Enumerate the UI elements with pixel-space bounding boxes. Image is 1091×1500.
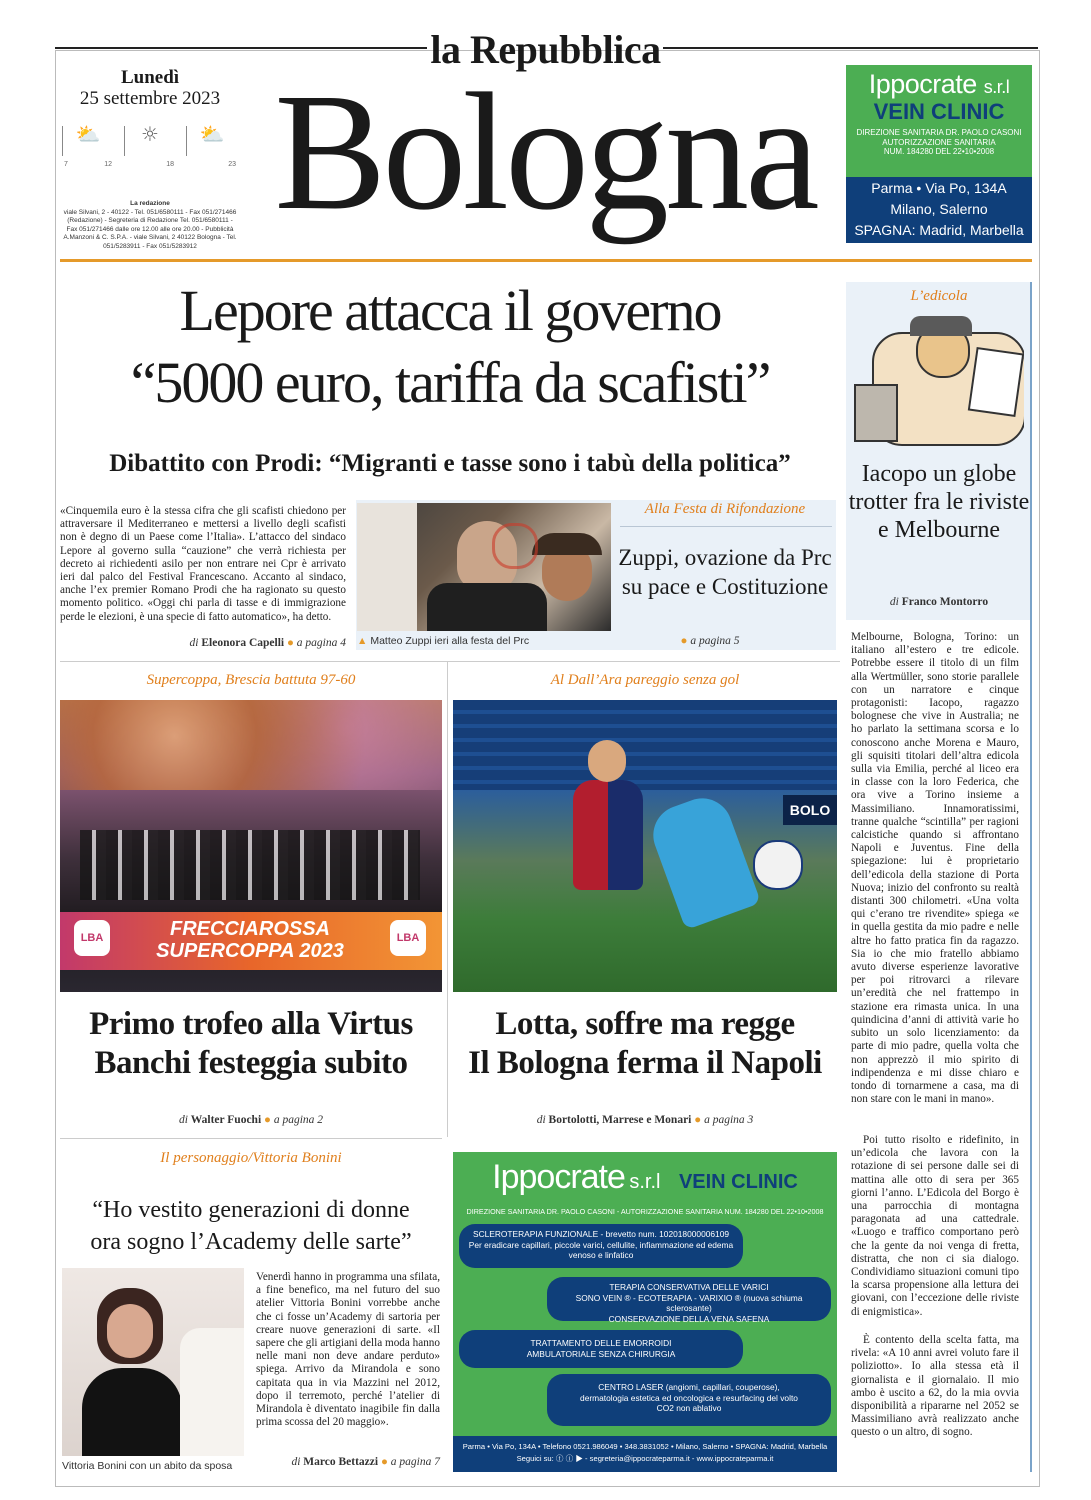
- edicola-body-3: È contento della scelta fatta, ma rivela: «A 10 anni avrei voluto fare il poliziotto». Io alla stessa età il giornalista e il giornalaio. Il mio ambo è uscito a 62, do la mia ovvia disponibilità a ripararne nel 2052 se Massimiliano avrà realizzato anche questo o un altro, di sogno.: [851, 1334, 1019, 1439]
- byline-author: Bortolotti, Marrese e Monari: [548, 1114, 692, 1126]
- edicola-illustration: [852, 312, 1024, 446]
- lba-badge: LBA: [390, 920, 426, 956]
- redazione-text: viale Silvani, 2 - 40122 - Tel. 051/6580111 - Fax 051/271466 (Redazione) - Segreteria di Redazione Tel. 051/6580111 - Fax 051/271466 dalle ore 12.00 alle ore 20.00 - Pubblicità A.Manzoni & C. S.P.A. - viale Silvani, 2 40122 Bologna - Tel. 051/5283911 - Fax 051/5283912: [63, 208, 237, 250]
- weather-cell: [124, 122, 176, 168]
- bonini-caption: Vittoria Bonini con un abito da sposa: [62, 1460, 233, 1472]
- weather-low: 7: [64, 161, 68, 168]
- football: [753, 840, 803, 890]
- byline-author: Marco Bettazzi: [303, 1456, 379, 1468]
- instagram-icon[interactable]: ⓘ: [565, 1454, 574, 1463]
- edicola-body-2: Poi tutto risolto e ridefinito, in un’edicola che lavora con la rotazione di sei persone dalle sei di mattina alle otto di sera per 365 giorni l’anno. L’Edicola del Borgo è una parrocchia di montagna paragonata ad una cattedrale. «Luogo e traffico comportano però che la gente da noi venga di fretta, distratta, che non ci sia dialogo. Condividiamo situazioni comuni tipo la scarsa propensione alla lettura dei giovani, con l’eccezione delle riviste di enigmistica».: [851, 1134, 1019, 1318]
- lead-headline-2[interactable]: “5000 euro, tariffa da scafisti”: [130, 350, 770, 415]
- ad-address-1: Parma • Via Po, 134A: [871, 180, 1007, 196]
- bologna-byline[interactable]: [453, 1114, 837, 1126]
- bullet-dot-icon: ●: [680, 635, 688, 647]
- byline-prefix: di: [291, 1456, 301, 1468]
- sun-icon: ☼: [141, 122, 159, 146]
- ad-top-blue[interactable]: [846, 177, 1032, 243]
- cloudy-sun-icon: ⛅: [199, 122, 225, 146]
- ad-service-pill[interactable]: CENTRO LASER (angiomi, capillari, couperose), dermatologia estetica ed oncologica e resurfacing del volto CO2 non ablativo: [547, 1374, 831, 1426]
- supercoppa-banner: [60, 912, 442, 970]
- ad-brand-name: Ippocrate: [492, 1158, 625, 1196]
- byline-page: a pagina 2: [273, 1114, 324, 1126]
- weather-high: 18: [166, 161, 174, 168]
- virtus-photo: [60, 700, 442, 992]
- ad-clinic-name: VEIN CLINIC: [678, 1171, 798, 1193]
- city-title: Bologna: [274, 59, 816, 245]
- cloudy-sun-icon: ⛅: [75, 122, 101, 146]
- virtus-kicker: Supercoppa, Brescia battuta 97-60: [146, 672, 356, 688]
- weather-high: 23: [228, 161, 236, 168]
- divider: [620, 526, 832, 527]
- section-divider: [60, 1138, 442, 1139]
- zuppi-page[interactable]: [620, 635, 800, 647]
- ad-service-pill[interactable]: SCLEROTERAPIA FUNZIONALE - brevetto num. 102018000006109 Per eradicare capillari, piccole varici, cellulite, infiammazione ed edema venoso e linfatico: [459, 1224, 743, 1268]
- edicola-body-1: Melbourne, Bologna, Torino: un italiano all’estero e tre edicole. Potrebbe essere il titolo di un film alla Wertmüller, sono storie parallele con un narratore e cinque protagonisti: Iacopo, ragazzo bolognese che vive in Australia; ne ho parlato la settimana scorsa e lo conoscono anche Morena e Mauro, gli squisiti titolari dell’altra edicola sulla via Emilia, perché al liceo era in classe con la loro Federica, che ora vive a Torino insieme a Massimiliano. Innamoratissimi, tranne qualche “scintilla” per ragioni calcistiche quando si affrontano Napoli e Juventus. Fine della spiegazione: lui è proprietario dell’edicola della stazione di Porta Nuova; inizio del confronto su realtà distanti 300 chilometri. «Una volta qui c’erano tre rivendite» spiega «e in quella gestita da mio padre e nelle altre ho fatto pratica fin da ragazzo. Sia io che mio fratello abbiamo avuto diverse esperienze lavorative per poi ritrovarci a rilevare un’eredità che nel frattempo in stazione era rimasta unica. In una quindicina d’anni di attività varie ho subito un solo licenziamento: da parte di mio padre, quella volta che non apprezzò il mio spirito di indipendenza e mi disse chiaro e tondo di tornarmene a casa, ma di non stare con le mani in mano».: [851, 631, 1019, 1106]
- edicola-kicker: L’edicola: [910, 288, 968, 304]
- ad-brand-suffix: s.r.l: [629, 1171, 661, 1193]
- facebook-icon[interactable]: ⓕ: [555, 1454, 564, 1463]
- bullet-dot-icon: ●: [380, 1456, 388, 1468]
- masthead-accent-rule: [60, 259, 1032, 262]
- byline-author: Eleonora Capelli: [201, 637, 285, 649]
- bullet-dot-icon: ●: [694, 1114, 702, 1126]
- byline-author: Walter Fuochi: [190, 1114, 262, 1126]
- bologna-title-1[interactable]: Lotta, soffre ma regge: [495, 1006, 795, 1042]
- column-divider: [447, 662, 448, 1137]
- weather-cell: [186, 122, 238, 168]
- bullet-dot-icon: ●: [264, 1114, 271, 1126]
- ad-brand-name: Ippocrate: [868, 69, 977, 99]
- bonini-body: Venerdì hanno in programma una sfilata, a fine benefico, ma nel futuro del suo atelier Vittoria Bonini vorrebbe anche che ci fosse un’Academy di sartoria per creare nuove generazioni di sarte. «Il sapere che gli artigiani della moda hanno nelle mani non deve andare perduto» spiega. Arrivo da Mirandola e sono capitata qua in via Mazzini nel 2012, dopo il terremoto, perché l’atelier di Mirandola è diventato inagibile fin dalla prima scossa del 20 maggio».: [256, 1271, 440, 1429]
- weather-separator: [186, 126, 187, 156]
- edicola-byline[interactable]: [846, 596, 1032, 608]
- byline-author: Franco Montorro: [901, 596, 989, 608]
- virtus-byline[interactable]: [60, 1114, 442, 1126]
- weather-separator: [124, 126, 125, 156]
- ad-direction: DIREZIONE SANITARIA DR. PAOLO CASONI - AUTORIZZAZIONE SANITARIA NUM. 184280 DEL 22•10•2008: [466, 1207, 824, 1216]
- ad-top-green[interactable]: [846, 65, 1032, 177]
- virtus-title-2[interactable]: Banchi festeggia subito: [94, 1045, 408, 1081]
- zuppi-photo: [357, 503, 611, 631]
- zuppi-caption: [357, 635, 529, 647]
- ad-brand-suffix: s.r.l: [983, 77, 1010, 97]
- ad-service-pill[interactable]: TERAPIA CONSERVATIVA DELLE VARICI SONO VEIN ® - ECOTERAPIA - VARIXIO ® (nuova schiuma sclerosante) CONSERVAZIONE DELLA VENA SAFENA: [547, 1277, 831, 1321]
- byline-page: a pagina 5: [690, 635, 740, 647]
- byline-page: a pagina 3: [704, 1114, 754, 1126]
- edicola-title[interactable]: Iacopo un globe trotter fra le riviste e Melbourne: [848, 461, 1030, 543]
- bonini-byline[interactable]: [256, 1456, 440, 1468]
- ad-auth: AUTORIZZAZIONE SANITARIA: [882, 137, 996, 147]
- weather-high: 12: [104, 161, 112, 168]
- ad-footer-email: - segreteria@ippocrateparma.it - www.ippocrateparma.it: [585, 1454, 774, 1463]
- byline-prefix: di: [536, 1114, 546, 1126]
- byline-prefix: di: [178, 1114, 188, 1126]
- byline-prefix: di: [189, 637, 199, 649]
- lba-badge: LBA: [74, 920, 110, 956]
- stadium-board: BOLO: [783, 795, 837, 825]
- lead-byline[interactable]: [60, 637, 346, 649]
- redazione-title: La redazione: [130, 200, 170, 207]
- bonini-kicker: Il personaggio/Vittoria Bonini: [160, 1150, 342, 1166]
- section-divider: [60, 661, 840, 662]
- ad-clinic-name: VEIN CLINIC: [873, 99, 1005, 124]
- virtus-title-1[interactable]: Primo trofeo alla Virtus: [89, 1006, 413, 1042]
- ad-follow-label: Seguici su:: [516, 1454, 554, 1463]
- newspaper-brand: la Repubblica: [430, 27, 661, 72]
- day-label: Lunedì: [120, 67, 180, 88]
- triangle-icon: ▲: [357, 635, 368, 647]
- redazione-info: [62, 200, 238, 251]
- ad-service-pill[interactable]: TRATTAMENTO DELLE EMORROIDI AMBULATORIALE SENZA CHIRURGIA: [459, 1330, 743, 1368]
- bonini-photo: [62, 1268, 244, 1456]
- weather-separator: [62, 126, 63, 156]
- ad-num: NUM. 184280 DEL 22•10•2008: [883, 147, 995, 156]
- byline-prefix: di: [889, 596, 899, 608]
- bologna-kicker: Al Dall’Ara pareggio senza gol: [550, 672, 740, 688]
- caption-text: Matteo Zuppi ieri alla festa del Prc: [370, 635, 530, 647]
- ad-address-2: Milano, Salerno: [890, 201, 988, 217]
- byline-page: a pagina 4: [296, 637, 346, 649]
- youtube-icon[interactable]: ▶: [575, 1454, 583, 1463]
- bonini-quote-2[interactable]: ora sogno l’Academy delle sarte”: [90, 1229, 412, 1255]
- bullet-dot-icon: ●: [286, 637, 294, 649]
- zuppi-title[interactable]: Zuppi, ovazione da Prc su pace e Costituzione: [618, 545, 832, 599]
- lead-headline-1[interactable]: Lepore attacca il governo: [179, 278, 721, 343]
- ad-direction: DIREZIONE SANITARIA DR. PAOLO CASONI: [856, 128, 1022, 137]
- lead-body: «Cinquemila euro è la stessa cifra che gli scafisti chiedono per attraversare il Mediterraneo e mettersi a livello degli scafisti non è degno di un Paese come l’Italia». L’attacco del sindaco Lepore al governo sulla “cauzione” che verrà richiesta per decreto ai richiedenti asilo per non entrare nei Cpr è arrivato ieri dal palco del Festival Francescano. Accanto al sindaco, anche l’ex premier Romano Prodi che ha ragionato su questo momento politico. «Oggi chi parla di tasse e di immigrazione perde le elezioni, è una specie di fatto automatico», ha detto.: [60, 505, 346, 623]
- zuppi-kicker: Alla Festa di Rifondazione: [644, 501, 806, 517]
- weather-cell: [62, 122, 114, 168]
- ad-bottom[interactable]: [453, 1152, 837, 1472]
- banner-text-1: FRECCIAROSSA: [169, 918, 330, 940]
- ad-footer-contacts[interactable]: [453, 1453, 837, 1465]
- date-label: 25 settembre 2023: [79, 88, 221, 109]
- weather-strip: [62, 122, 238, 168]
- banner-text-2: SUPERCOPPA 2023: [156, 940, 344, 962]
- ad-address-3: SPAGNA: Madrid, Marbella: [854, 222, 1024, 238]
- bonini-quote-1[interactable]: “Ho vestito generazioni di donne: [92, 1197, 410, 1223]
- bologna-photo: [453, 700, 837, 992]
- lead-subhead[interactable]: Dibattito con Prodi: “Migranti e tasse sono i tabù della politica”: [109, 450, 791, 477]
- byline-page: a pagina 7: [390, 1456, 440, 1468]
- ad-footer-address: Parma • Via Po, 134A • Telefono 0521.986049 • 348.3831052 • Milano, Salerno • SPAGNA: Madrid, Marbella: [462, 1442, 828, 1451]
- bologna-title-2[interactable]: Il Bologna ferma il Napoli: [468, 1045, 822, 1081]
